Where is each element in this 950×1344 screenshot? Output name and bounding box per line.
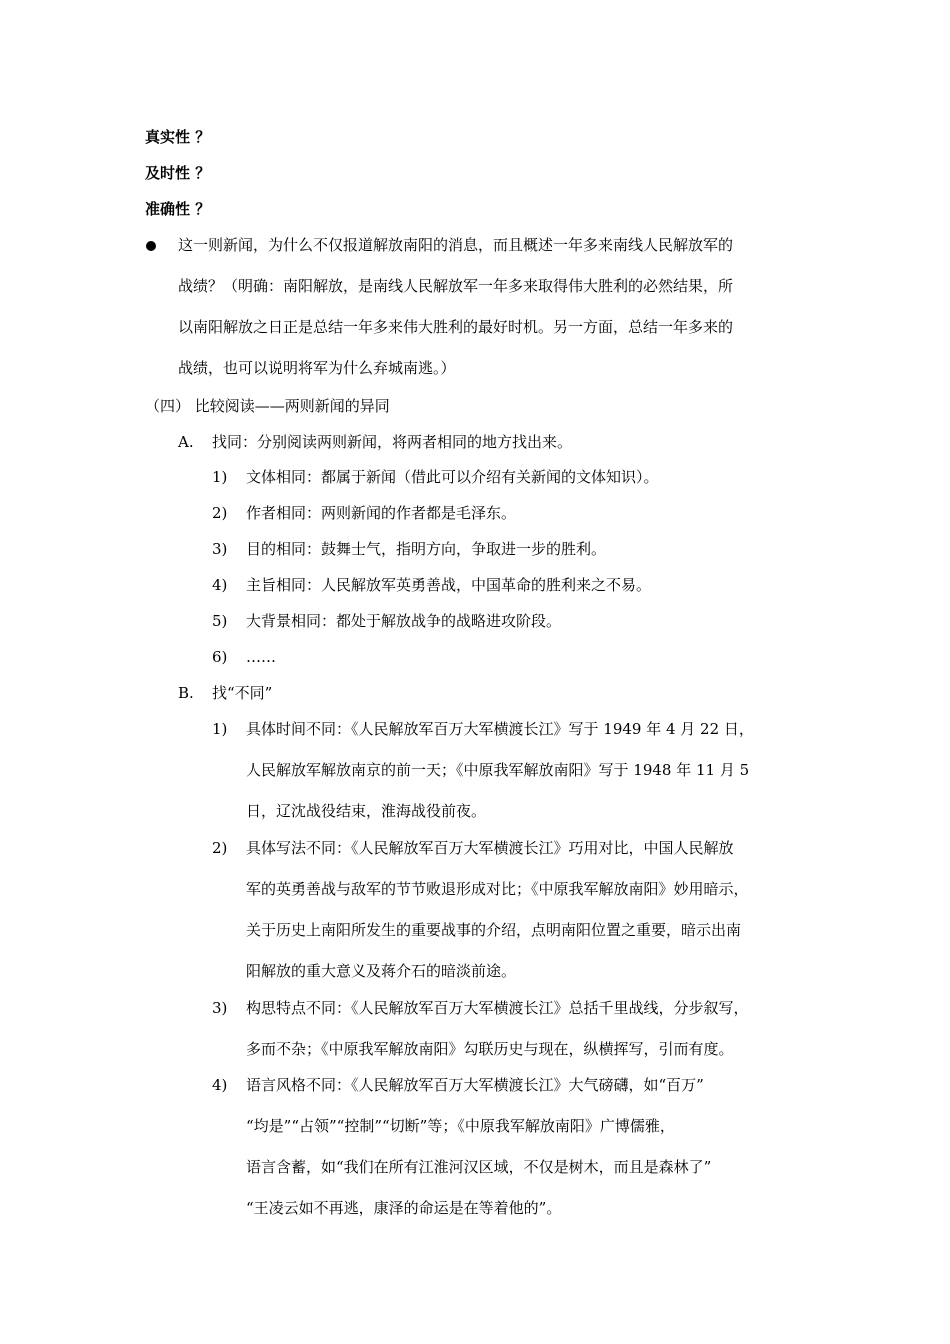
- list-number: 4): [212, 576, 228, 594]
- list-number: 4): [212, 1076, 228, 1094]
- list-number: 1): [212, 720, 228, 738]
- list-number: 2): [212, 839, 228, 857]
- list-item-line: 关于历史上南阳所发生的重要战事的介绍，点明南阳位置之重要，暗示出南: [246, 921, 742, 939]
- question-authenticity: 真实性 ？: [145, 128, 211, 146]
- list-item-line: “均是”“占领”“控制”“切断”等；《中原我军解放南阳》广博儒雅，: [246, 1117, 675, 1135]
- list-item-line: 多而不杂；《中原我军解放南阳》勾联历史与现在，纵横挥写，引而有度。: [246, 1040, 734, 1058]
- list-item-line: 构思特点不同：《人民解放军百万大军横渡长江》总括千里战线，分步叙写，: [246, 999, 749, 1017]
- list-item-line: “王凌云如不再逃，康泽的命运是在等着他的”。: [246, 1199, 562, 1217]
- list-item: 主旨相同：人民解放军英勇善战，中国革命的胜利来之不易。: [246, 576, 652, 594]
- list-item: 作者相同：两则新闻的作者都是毛泽东。: [246, 504, 517, 522]
- bullet-dot: [146, 241, 156, 251]
- list-number: 2): [212, 504, 228, 522]
- list-item: 大背景相同：都处于解放战争的战略进攻阶段。: [246, 612, 562, 630]
- list-item-line: 语言含蓄，如“我们在所有江淮河汉区域，不仅是树木，而且是森林了”: [246, 1158, 712, 1176]
- list-item-line: 人民解放军解放南京的前一天；《中原我军解放南阳》写于 1948 年 11 月 5: [246, 761, 750, 779]
- part-b-title: 找“不同”: [212, 684, 273, 702]
- list-item: 文体相同：都属于新闻（借此可以介绍有关新闻的文体知识）。: [246, 468, 659, 486]
- part-a-marker: A.: [178, 433, 194, 451]
- bullet-paragraph-line: 这一则新闻，为什么不仅报道解放南阳的消息，而且概述一年多来南线人民解放军的: [178, 236, 734, 254]
- list-item-line: 阳解放的重大意义及蒋介石的暗淡前途。: [246, 962, 517, 980]
- part-a-title: 找同：分别阅读两则新闻，将两者相同的地方找出来。: [212, 433, 573, 451]
- list-item-line: 具体时间不同：《人民解放军百万大军横渡长江》写于 1949 年 4 月 22 日，: [246, 720, 754, 738]
- list-number: 3): [212, 540, 228, 558]
- list-number: 5): [212, 612, 228, 630]
- list-item: 目的相同：鼓舞士气，指明方向，争取进一步的胜利。: [246, 540, 607, 558]
- bullet-paragraph-line: 以南阳解放之日正是总结一年多来伟大胜利的最好时机。另一方面，总结一年多来的: [178, 318, 734, 336]
- part-b-marker: B.: [178, 684, 194, 702]
- list-item: ……: [246, 648, 276, 666]
- bullet-paragraph-line: 战绩，也可以说明将军为什么弃城南逃。）: [178, 359, 456, 377]
- list-item-line: 军的英勇善战与敌军的节节败退形成对比；《中原我军解放南阳》妙用暗示，: [246, 880, 749, 898]
- list-item-line: 日，辽沈战役结束，淮海战役前夜。: [246, 802, 487, 820]
- list-number: 1): [212, 468, 228, 486]
- list-item-line: 语言风格不同：《人民解放军百万大军横渡长江》大气磅礴，如“百万”: [246, 1076, 704, 1094]
- question-timeliness: 及时性 ？: [145, 164, 211, 182]
- bullet-paragraph-line: 战绩？（明确：南阳解放，是南线人民解放军一年多来取得伟大胜利的必然结果，所: [178, 277, 734, 295]
- section-title: （四） 比较阅读——两则新闻的异同: [145, 397, 390, 415]
- question-accuracy: 准确性 ？: [145, 200, 211, 218]
- list-number: 6): [212, 648, 228, 666]
- list-item-line: 具体写法不同：《人民解放军百万大军横渡长江》巧用对比，中国人民解放: [246, 839, 734, 857]
- list-number: 3): [212, 999, 228, 1017]
